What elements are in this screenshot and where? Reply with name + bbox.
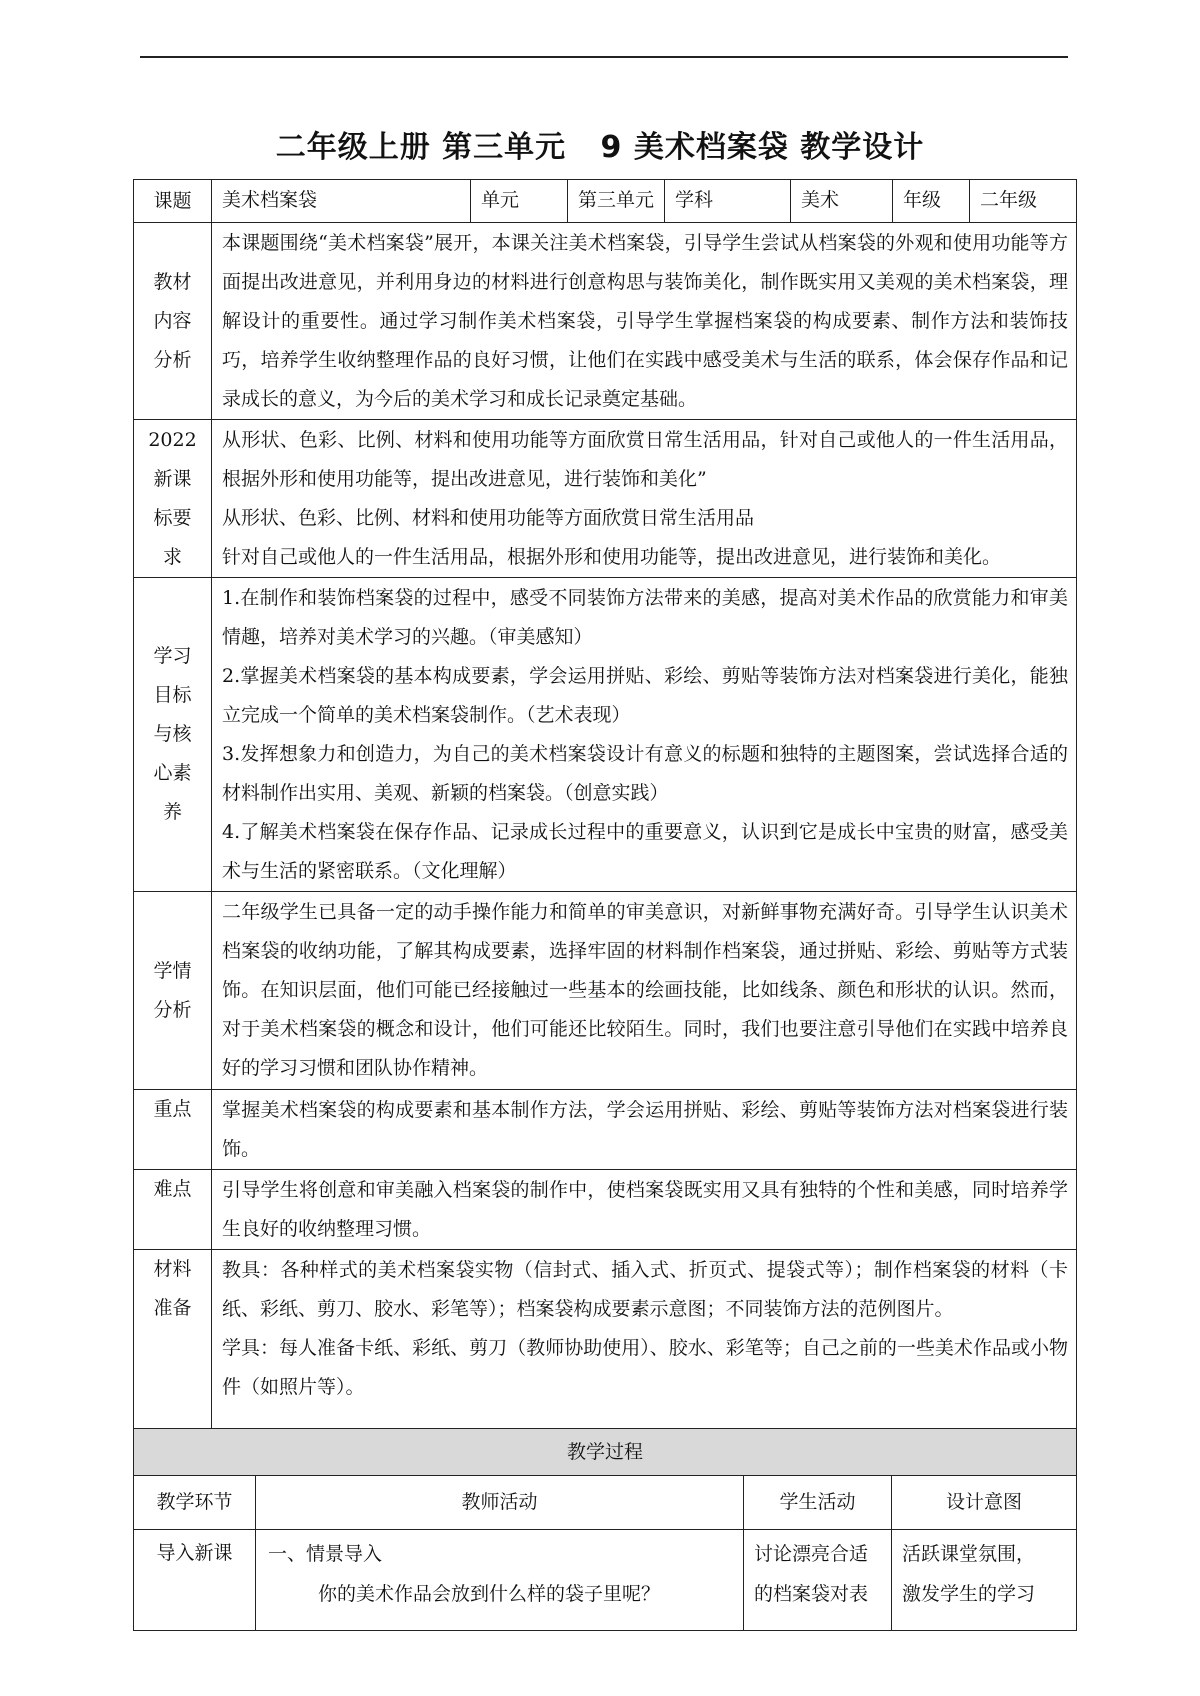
section-label: 难点	[134, 1170, 212, 1250]
subject-label: 学科	[665, 180, 791, 223]
section-text: 4.了解美术档案袋在保存作品、记录成长过程中的重要意义，认识到它是成长中宝贵的财富，感受美术与生活的紧密联系。（文化理解）	[222, 821, 1068, 882]
page-title: 二年级上册 第三单元 9 美术档案袋 教学设计	[275, 130, 925, 165]
section-text: 引导学生将创意和审美融入档案袋的制作中，使档案袋既实用又具有独特的个性和美感，同时培养学生良好的收纳整理习惯。	[222, 1179, 1068, 1240]
section-learning-goals	[134, 578, 1077, 892]
section-curriculum-standard	[134, 420, 1077, 578]
unit-label: 单元	[471, 180, 568, 223]
lesson-info-table	[133, 179, 1077, 1442]
student-line: 的档案袋对表	[754, 1583, 869, 1605]
section-difficulties	[134, 1170, 1077, 1250]
section-text: 二年级学生已具备一定的动手操作能力和简单的审美意识，对新鲜事物充满好奇。引导学生认识美术档案袋的收纳功能，了解其构成要素，选择牢固的材料制作档案袋，通过拼贴、彩绘、剪贴等方式装饰。在知识层面，他们可能已经接触过一些基本的绘画技能，比如线条、颜色和形状的认识。然而，对于美术档案袋的概念和设计，他们可能还比较陌生。同时，我们也要注意引导他们在实践中培养良好的学习习惯和团队协作精神。	[222, 901, 1068, 1079]
intent-line: 活跃课堂氛围，	[902, 1543, 1036, 1565]
section-key-points	[134, 1090, 1077, 1170]
section-text: 教具：各种样式的美术档案袋实物（信封式、插入式、折页式、提袋式等）；制作档案袋的材料（卡纸、彩纸、剪刀、胶水、彩笔等）；档案袋构成要素示意图；不同装饰方法的范例图片。	[222, 1259, 1068, 1320]
intent-line: 激发学生的学习	[902, 1583, 1036, 1605]
section-label: 教材内容分析	[134, 223, 212, 420]
section-label: 2022新课标要求	[134, 420, 212, 578]
teaching-process-table	[133, 1428, 1077, 1631]
stage-cell: 导入新课	[134, 1530, 256, 1631]
section-text: 1.在制作和装饰档案袋的过程中，感受不同装饰方法带来的美感，提高对美术作品的欣赏能力和审美情趣，培养对美术学习的兴趣。（审美感知）	[222, 587, 1068, 648]
section-student-analysis	[134, 892, 1077, 1090]
subject-value: 美术	[791, 180, 893, 223]
grade-value: 二年级	[970, 180, 1077, 223]
grade-label: 年级	[893, 180, 970, 223]
header-student: 学生活动	[744, 1476, 892, 1530]
section-text: 掌握美术档案袋的构成要素和基本制作方法，学会运用拼贴、彩绘、剪贴等装饰方法对档案袋进行装饰。	[222, 1099, 1068, 1160]
process-row	[134, 1530, 1077, 1631]
section-label: 学情分析	[134, 892, 212, 1090]
process-header-row	[134, 1476, 1077, 1530]
info-row	[134, 180, 1077, 223]
unit-value: 第三单元	[568, 180, 665, 223]
section-label: 材料准备	[134, 1250, 212, 1442]
section-text: 从形状、色彩、比例、材料和使用功能等方面欣赏日常生活用品，针对自己或他人的一件生活用品，根据外形和使用功能等，提出改进意见，进行装饰和美化”	[222, 429, 1068, 490]
student-line: 讨论漂亮合适	[754, 1543, 869, 1565]
topic-value: 美术档案袋	[212, 180, 471, 223]
process-band: 教学过程	[134, 1429, 1077, 1476]
section-text: 学具：每人准备卡纸、彩纸、剪刀（教师协助使用）、胶水、彩笔等；自己之前的一些美术作品或小物件（如照片等）。	[222, 1337, 1068, 1398]
section-text: 本课题围绕“美术档案袋”展开，本课关注美术档案袋，引导学生尝试从档案袋的外观和使用功能等方面提出改进意见，并利用身边的材料进行创意构思与装饰美化，制作既实用又美观的美术档案袋，理解设计的重要性。通过学习制作美术档案袋，引导学生掌握档案袋的构成要素、制作方法和装饰技巧，培养学生收纳整理作品的良好习惯，让他们在实践中感受美术与生活的联系，体会保存作品和记录成长的意义，为今后的美术学习和成长记录奠定基础。	[222, 232, 1068, 410]
topic-label: 课题	[134, 180, 212, 223]
section-text: 2.掌握美术档案袋的基本构成要素，学会运用拼贴、彩绘、剪贴等装饰方法对档案袋进行美化，能独立完成一个简单的美术档案袋制作。（艺术表现）	[222, 665, 1068, 726]
section-text: 针对自己或他人的一件生活用品，根据外形和使用功能等，提出改进意见，进行装饰和美化。	[222, 546, 1002, 568]
section-textbook-analysis	[134, 223, 1077, 420]
section-text: 3.发挥想象力和创造力，为自己的美术档案袋设计有意义的标题和独特的主题图案，尝试选择合适的材料制作出实用、美观、新颖的档案袋。（创意实践）	[222, 743, 1068, 804]
section-text: 从形状、色彩、比例、材料和使用功能等方面欣赏日常生活用品	[222, 507, 755, 529]
header-teacher: 教师活动	[256, 1476, 744, 1530]
header-rule	[140, 56, 1068, 58]
header-intent: 设计意图	[892, 1476, 1077, 1530]
header-stage: 教学环节	[134, 1476, 256, 1530]
teacher-question: 你的美术作品会放到什么样的袋子里呢？	[318, 1583, 661, 1605]
section-label: 重点	[134, 1090, 212, 1170]
teacher-heading: 一、情景导入	[268, 1543, 383, 1565]
section-label: 学习目标与核心素养	[134, 578, 212, 892]
section-materials	[134, 1250, 1077, 1442]
